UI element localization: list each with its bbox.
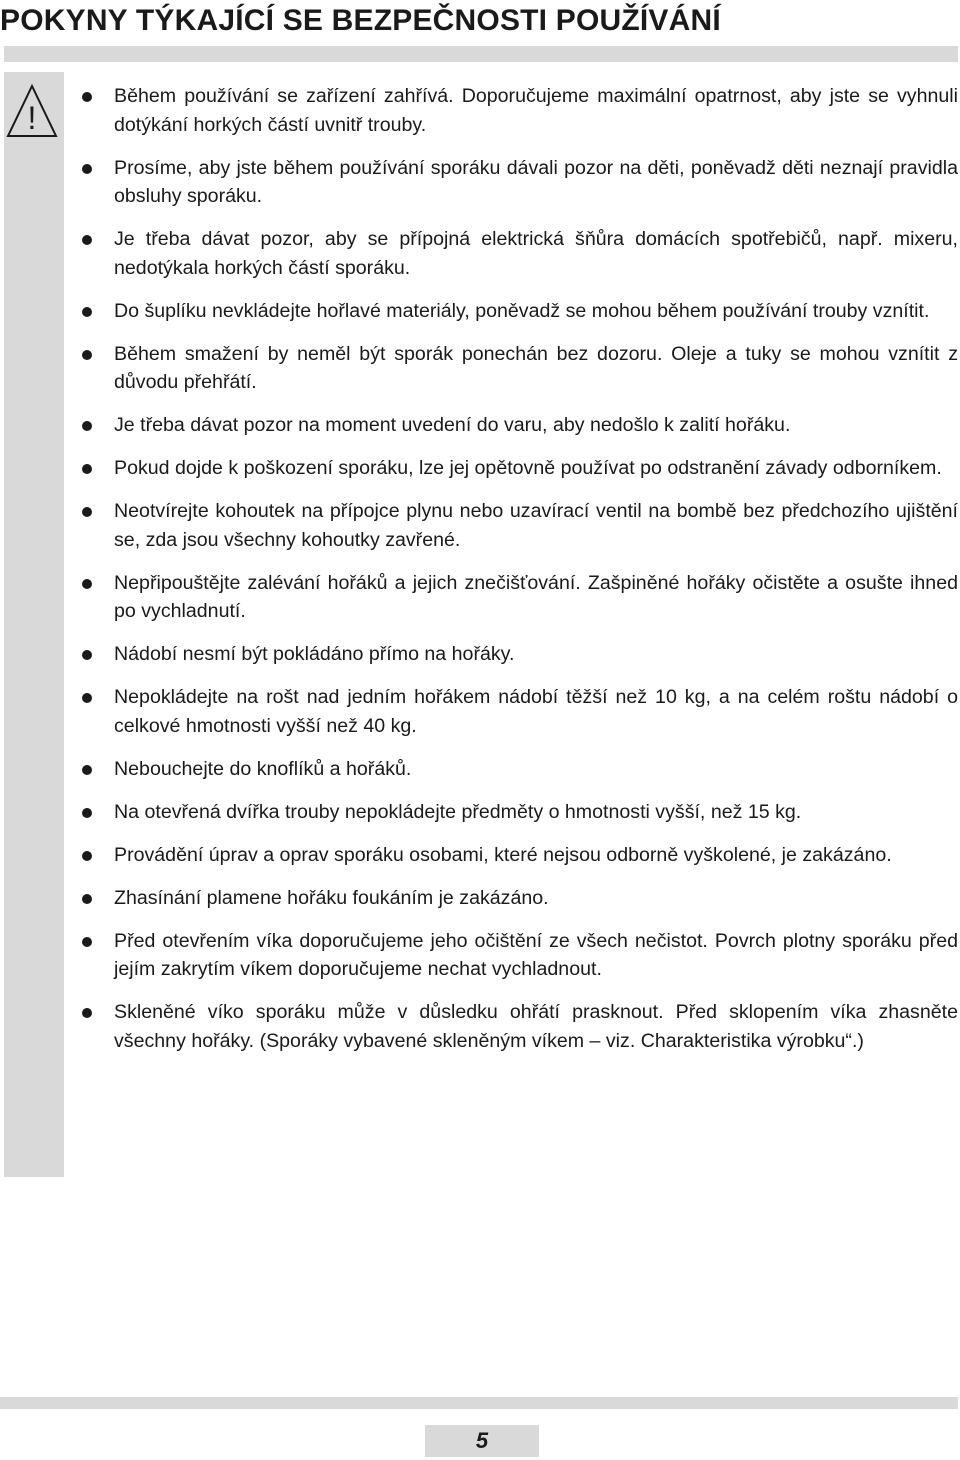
list-item (80, 640, 958, 669)
page-number-box (425, 1425, 539, 1457)
list-item (80, 998, 958, 1055)
bullet-icon (82, 693, 92, 703)
list-item-text: Nepokládejte na rošt nad jedním hořákem nádobí těžší než 10 kg, a na celém roštu nádobí o celkové hmotnosti vyšší než 40 kg. (114, 686, 958, 737)
list-item (80, 497, 958, 554)
bullet-icon (82, 421, 92, 431)
list-item-text: Před otevřením víka doporučujeme jeho očištění ze všech nečistot. Povrch plotny sporáku před jejím zakrytím víkem doporučujeme nechat vychladnout. (114, 929, 958, 980)
bullet-icon (82, 307, 92, 317)
warning-triangle-icon (6, 82, 58, 142)
list-item-text: Zhasínání plamene hořáku foukáním je zakázáno. (114, 886, 549, 909)
bullet-icon (82, 650, 92, 660)
side-margin-bar (4, 72, 64, 1177)
list-item-text: Nádobí nesmí být pokládáno přímo na hořáky. (114, 643, 515, 665)
list-item (80, 841, 958, 870)
list-item-text: Pokud dojde k poškození sporáku, lze jej opětovně používat po odstranění závady odborníkem. (114, 457, 942, 479)
list-item-text: Neotvírejte kohoutek na přípojce plynu nebo uzavírací ventil na bombě bez předchozího ujištění se, zda jsou všechny kohoutky zavřené. (114, 500, 958, 551)
list-item (80, 225, 958, 282)
list-item (80, 683, 958, 740)
bullet-icon (82, 350, 92, 360)
list-item (80, 454, 958, 483)
page-number: 5 (475, 1428, 489, 1453)
list-item (80, 884, 958, 913)
bullet-icon (82, 765, 92, 775)
bullet-icon (82, 92, 92, 102)
bullet-icon (82, 507, 92, 517)
bullet-icon (82, 808, 92, 818)
svg-text:!: ! (27, 100, 37, 136)
page-title: POKYNY TÝKAJÍCÍ SE BEZPEČNOSTI POUŽÍVÁNÍ (0, 4, 721, 37)
bullet-icon (82, 1008, 92, 1018)
bullet-icon (82, 579, 92, 589)
bullet-icon (82, 164, 92, 174)
list-item (80, 927, 958, 984)
list-item (80, 82, 958, 139)
list-item (80, 798, 958, 827)
list-item-text: Nepřipouštějte zalévání hořáků a jejich znečišťování. Zašpiněné hořáky očistěte a osušte ihned po vychladnutí. (114, 571, 958, 622)
list-item-text: Je třeba dávat pozor na moment uvedení do varu, aby nedošlo k zalití hořáku. (114, 414, 791, 436)
list-item (80, 411, 958, 440)
list-item-text: Prosíme, aby jste během používání sporáku dávali pozor na děti, poněvadž děti neznají pravidla obsluhy sporáku. (114, 156, 958, 207)
title-underline-bar (4, 46, 958, 62)
list-item-text: Během smažení by neměl být sporák ponechán bez dozoru. Oleje a tuky se mohou vznítit z důvodu přehřátí. (114, 342, 958, 393)
list-item-text: Do šuplíku nevkládejte hořlavé materiály, poněvadž se mohou během používání trouby vznítit. (114, 299, 930, 322)
list-item-text: Provádění úprav a oprav sporáku osobami, které nejsou odborně vyškolené, je zakázáno. (114, 843, 892, 866)
list-item (80, 154, 958, 211)
bullet-icon (82, 894, 92, 904)
list-item-text: Během používání se zařízení zahřívá. Doporučujeme maximální opatrnost, aby jste se vyhnuli dotýkání horkých částí uvnitř trouby. (114, 85, 958, 136)
list-item-text: Skleněné víko sporáku může v důsledku ohřátí prasknout. Před sklopením víka zhasněte všechny hořáky. (Sporáky vybavené skleněným víkem – viz. Charakteristika výrobku“.) (114, 1001, 958, 1052)
list-item (80, 340, 958, 397)
bullet-icon (82, 851, 92, 861)
bullet-icon (82, 235, 92, 245)
list-item-text: Na otevřená dvířka trouby nepokládejte předměty o hmotnosti vyšší, než 15 kg. (114, 800, 802, 823)
bullet-icon (82, 464, 92, 474)
safety-instructions-list (80, 82, 958, 1070)
list-item (80, 569, 958, 626)
footer-bar (0, 1397, 958, 1409)
list-item-text: Je třeba dávat pozor, aby se přípojná elektrická šňůra domácích spotřebičů, např. mixeru, nedotýkala horkých částí sporáku. (114, 228, 958, 279)
list-item (80, 755, 958, 784)
list-item (80, 297, 958, 326)
list-item-text: Nebouchejte do knoflíků a hořáků. (114, 757, 412, 780)
bullet-icon (82, 937, 92, 947)
